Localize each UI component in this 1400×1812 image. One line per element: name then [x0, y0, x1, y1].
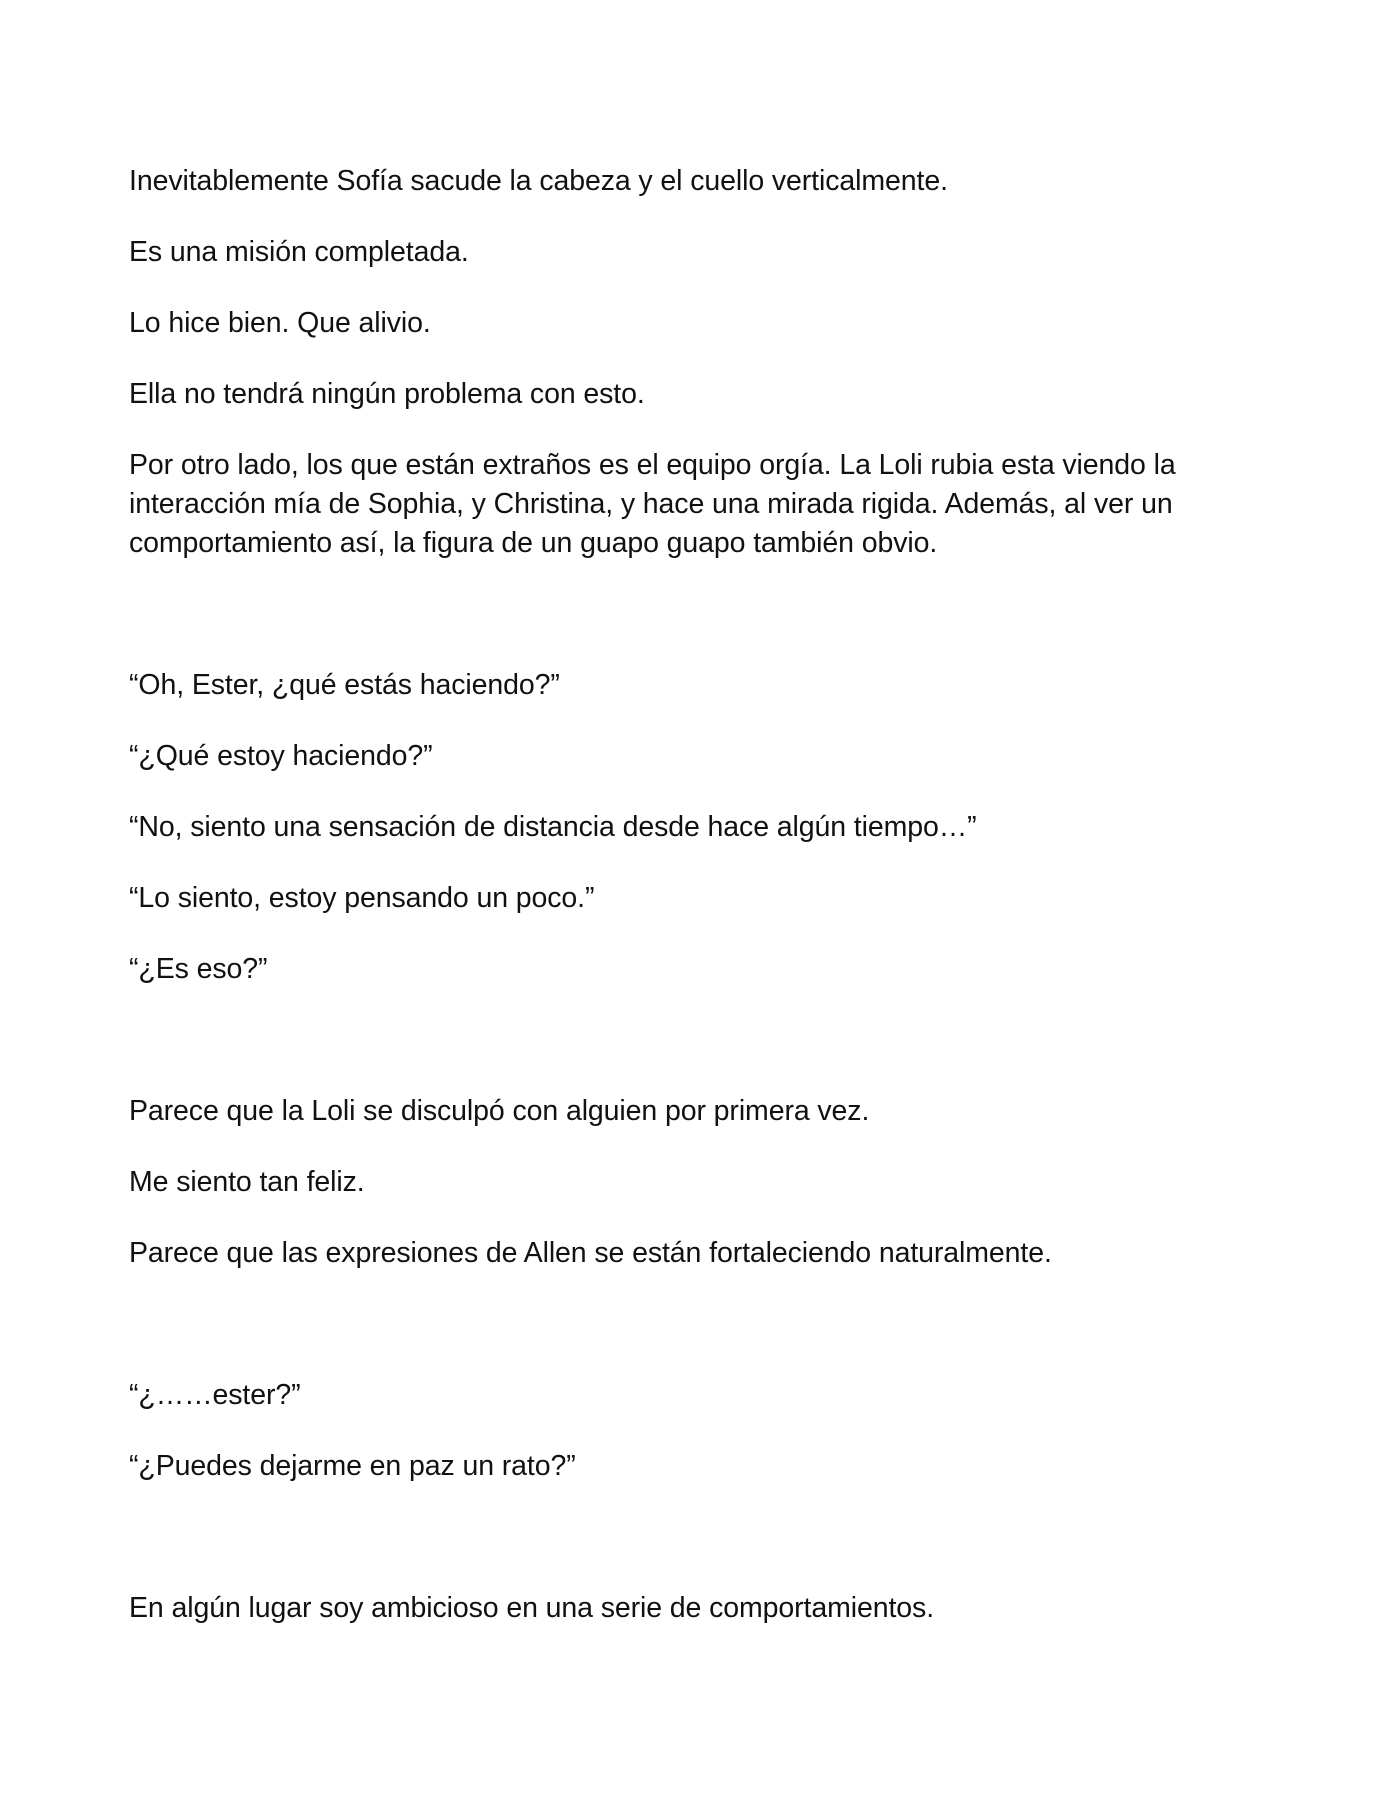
paragraph-5: Por otro lado, los que están extraños es el equipo orgía. La Loli rubia esta viendo la interacción mía de Sophia, y Christina, y hace una mirada rigida. Además, al ver un comportamiento así, la figura de un guapo guapo también obvio.: [129, 449, 1176, 559]
paragraph-1: Inevitablemente Sofía sacude la cabeza y el cuello verticalmente.: [129, 165, 948, 197]
dialogue-line-5: “¿Es eso?”: [129, 953, 268, 985]
paragraph-3: Lo hice bien. Que alivio.: [129, 307, 431, 339]
dialogue-line-4: “Lo siento, estoy pensando un poco.”: [129, 882, 595, 914]
paragraph-7: Me siento tan feliz.: [129, 1166, 365, 1198]
paragraph-8: Parece que las expresiones de Allen se están fortaleciendo naturalmente.: [129, 1237, 1052, 1269]
paragraph-2: Es una misión completada.: [129, 236, 469, 268]
document-body: [129, 162, 1229, 1628]
paragraph-6: Parece que la Loli se disculpó con alguien por primera vez.: [129, 1095, 870, 1127]
dialogue-line-3: “No, siento una sensación de distancia desde hace algún tiempo…”: [129, 811, 977, 843]
paragraph-4: Ella no tendrá ningún problema con esto.: [129, 378, 645, 410]
dialogue-line-7: “¿Puedes dejarme en paz un rato?”: [129, 1450, 576, 1482]
dialogue-line-2: “¿Qué estoy haciendo?”: [129, 740, 433, 772]
dialogue-line-6: “¿……ester?”: [129, 1379, 301, 1411]
paragraph-9: En algún lugar soy ambicioso en una serie de comportamientos.: [129, 1592, 935, 1624]
dialogue-line-1: “Oh, Ester, ¿qué estás haciendo?”: [129, 669, 560, 701]
